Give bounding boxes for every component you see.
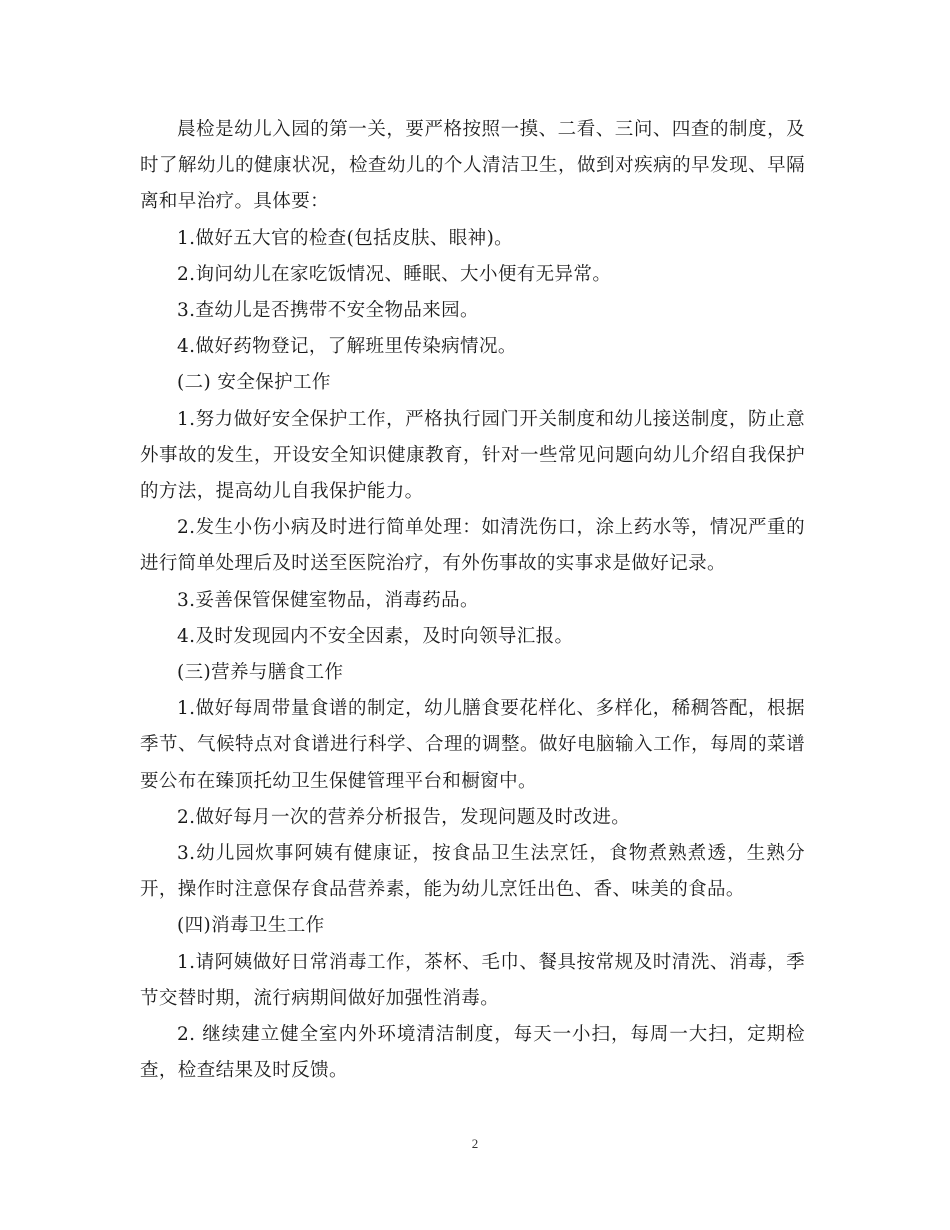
list-item: 1.做好每周带量食谱的制定，幼儿膳食要花样化、多样化，稀稠答配，根据季节、气候特点对食谱进行科学、合理的调整。做好电脑输入工作，每周的菜谱要公布在臻顶托幼卫生保健管理平台和橱窗中。	[140, 698, 805, 792]
list-item: 3.查幼儿是否携带不安全物品来园。	[177, 300, 479, 322]
list-item: 2. 继续建立健全室内外环境清洁制度，每天一小扫，每周一大扫，定期检查，检查结果及时反馈。	[140, 1024, 805, 1082]
list-item: 3.幼儿园炊事阿姨有健康证，按食品卫生法烹饪，食物煮熟煮透，生熟分开，操作时注意保存食品营养素，能为幼儿烹饪出色、香、味美的食品。	[140, 843, 805, 901]
list-item: 4.及时发现园内不安全因素，及时向领导汇报。	[177, 625, 574, 647]
list-item: 2.发生小伤小病及时进行简单处理：如清洗伤口，涂上药水等，情况严重的进行简单处理后及时送至医院治疗，有外伤事故的实事求是做好记录。	[140, 517, 805, 575]
section-heading: (四)消毒卫生工作	[177, 915, 325, 937]
intro-paragraph: 晨检是幼儿入园的第一关，要严格按照一摸、二看、三问、四查的制度，及时了解幼儿的健康状况，检查幼儿的个人清洁卫生，做到对疾病的早发现、早隔离和早治疗。具体要：	[140, 119, 805, 213]
list-item: 1.请阿姨做好日常消毒工作，茶杯、毛巾、餐具按常规及时清洗、消毒，季节交替时期，流行病期间做好加强性消毒。	[140, 951, 805, 1009]
list-item: 2.询问幼儿在家吃饭情况、睡眠、大小便有无异常。	[177, 263, 612, 285]
list-item: 4.做好药物登记，了解班里传染病情况。	[177, 336, 517, 358]
list-item: 1.努力做好安全保护工作，严格执行园门开关制度和幼儿接送制度，防止意外事故的发生，开设安全知识健康教育，针对一些常见问题向幼儿介绍自我保护的方法，提高幼儿自我保护能力。	[140, 408, 805, 503]
list-item: 3.妥善保管保健室物品，消毒药品。	[177, 589, 479, 611]
section-heading: (三)营养与膳食工作	[177, 662, 344, 684]
list-item: 2.做好每月一次的营养分析报告，发现问题及时改进。	[177, 806, 631, 828]
section-heading: (二) 安全保护工作	[177, 372, 331, 394]
list-item: 1.做好五大官的检查(包括皮肤、眼神)。	[177, 227, 514, 249]
page-number: 2	[471, 1136, 479, 1151]
document-body	[140, 112, 805, 1089]
